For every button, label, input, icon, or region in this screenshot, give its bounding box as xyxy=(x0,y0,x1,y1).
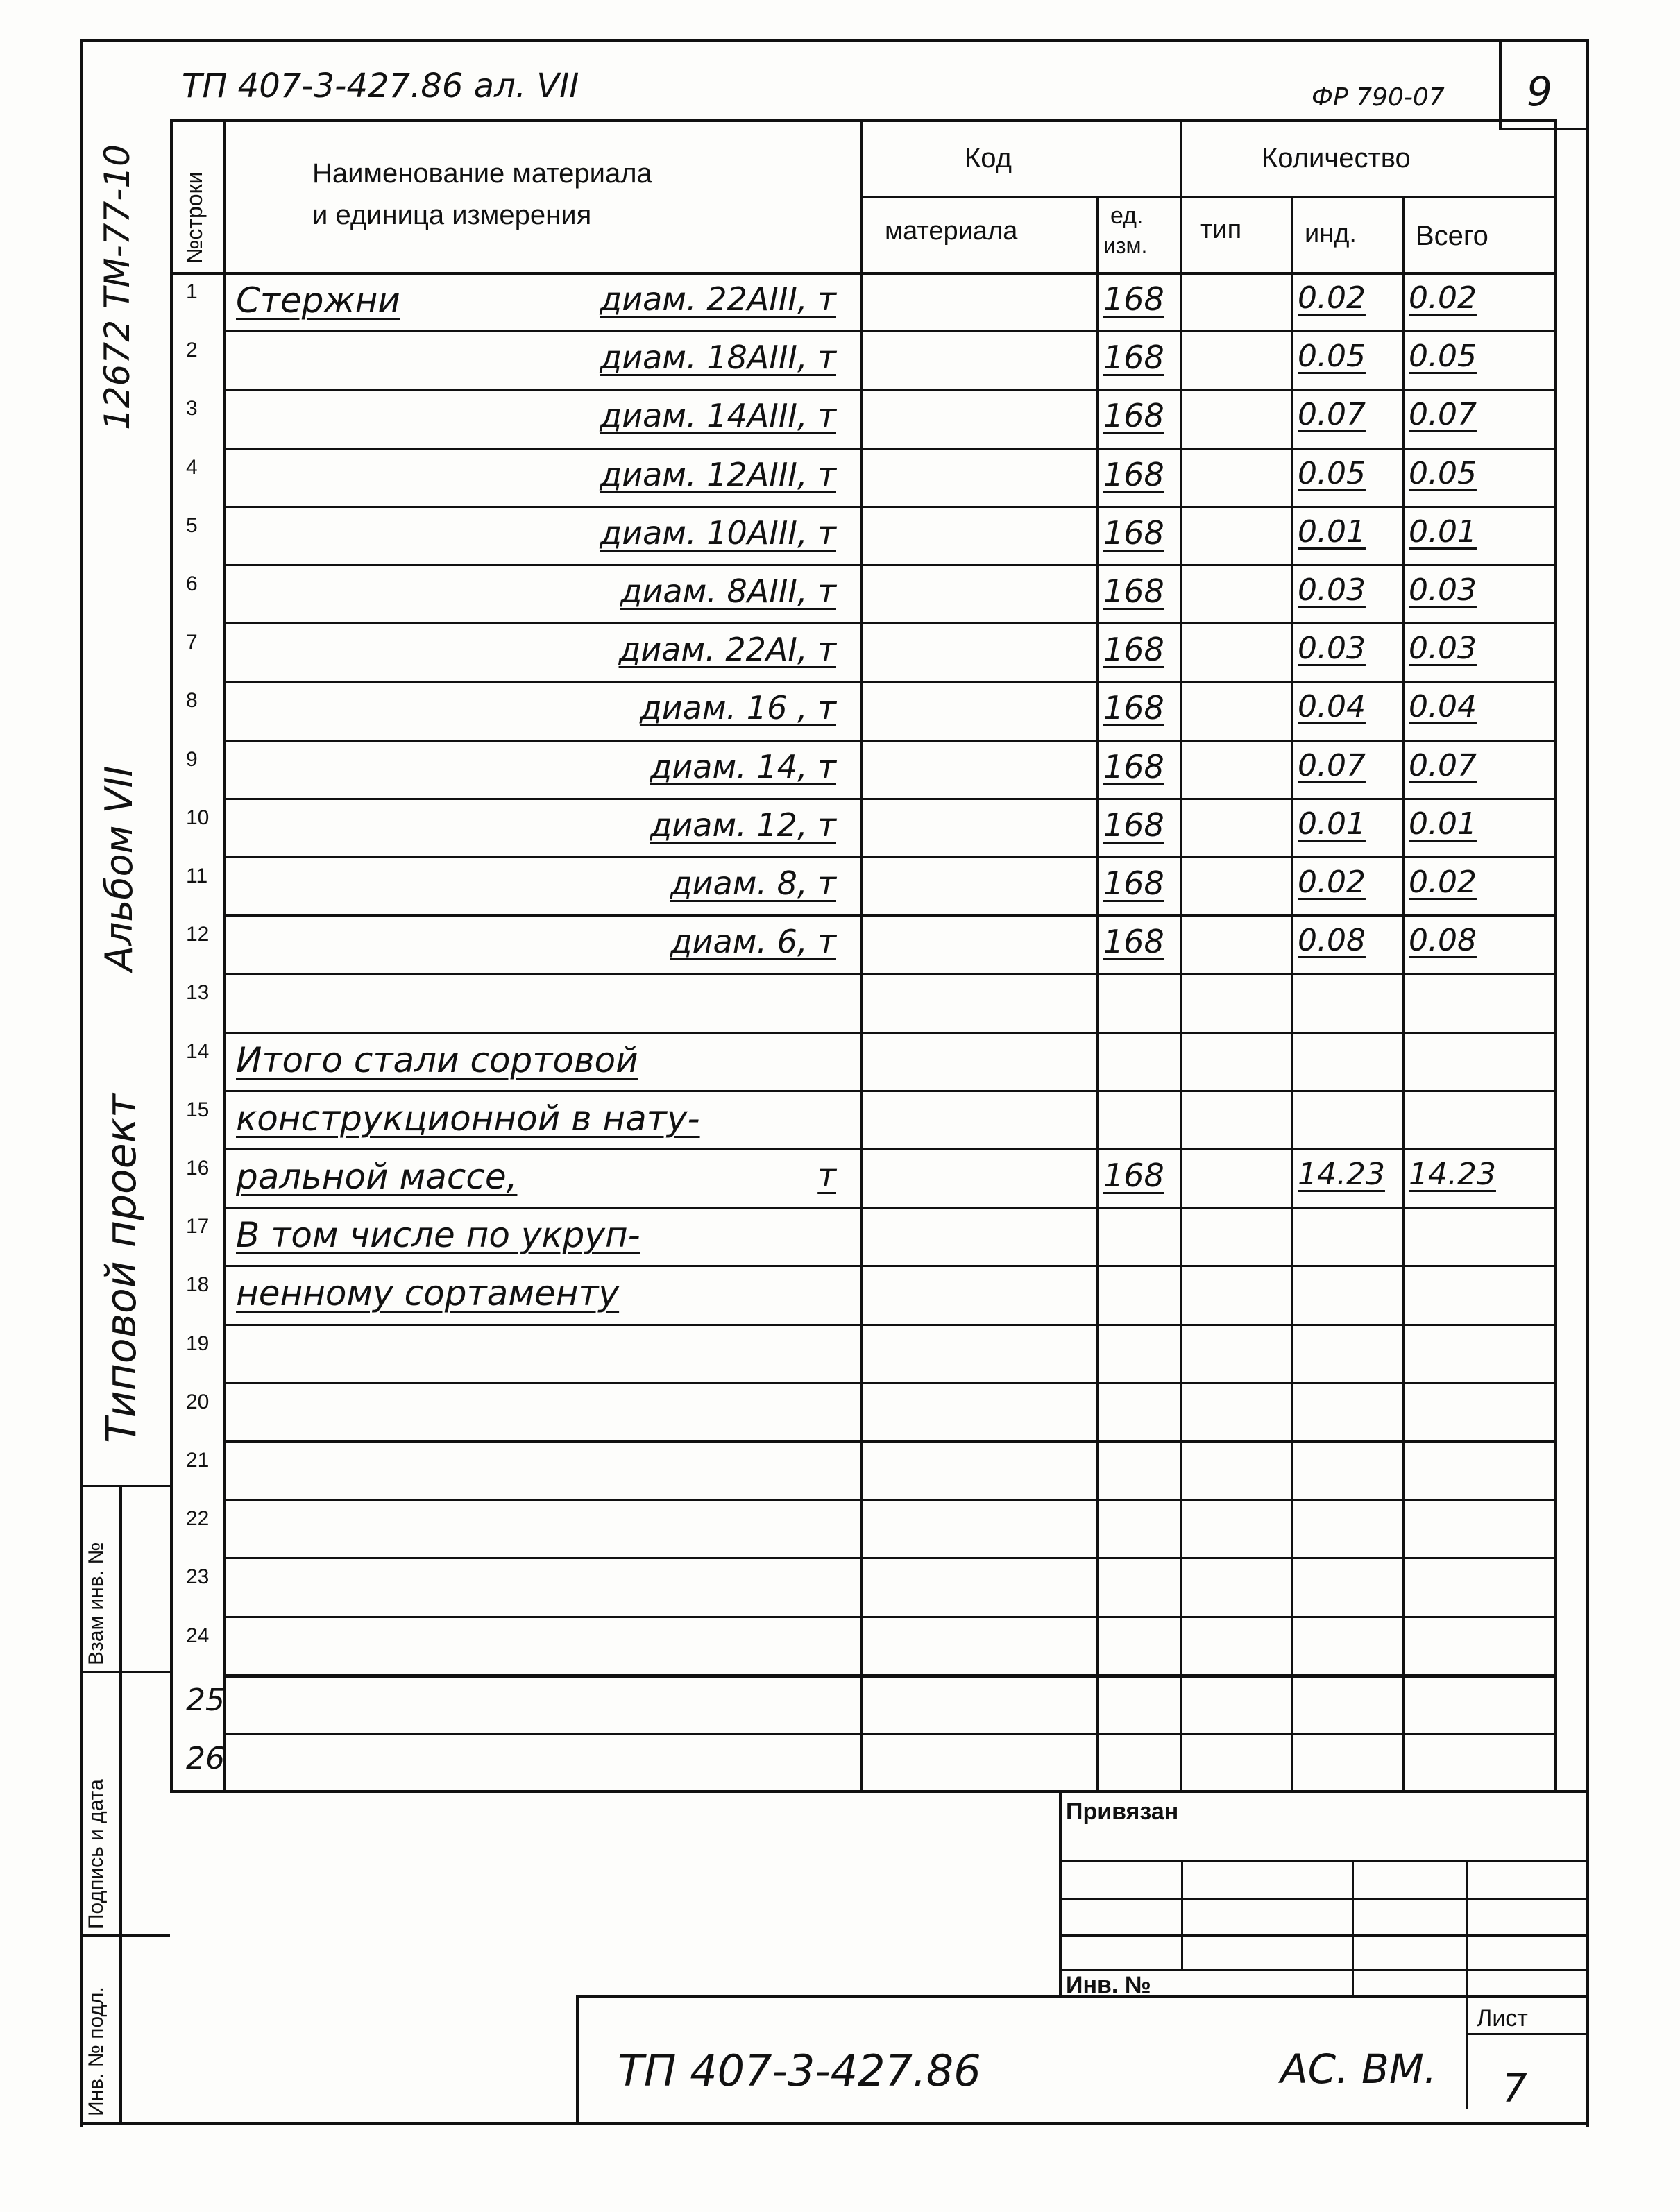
row-line xyxy=(223,622,1554,624)
row-qty-total: 0.01 xyxy=(1409,513,1477,550)
row-name-right: диам. 8АIII, т xyxy=(620,572,836,610)
row-line xyxy=(223,1733,1554,1735)
row-line xyxy=(223,856,1554,858)
row-unit-code: 168 xyxy=(1103,923,1164,961)
row-qty-total: 0.05 xyxy=(1409,339,1477,375)
tb-main-left xyxy=(576,1995,579,2123)
row-number: 16 xyxy=(186,1157,210,1180)
row-qty-total: 0.08 xyxy=(1409,923,1477,959)
top-sheet-number: 9 xyxy=(1527,68,1552,115)
header-name-line1: Наименование материала xyxy=(312,158,652,189)
row-line xyxy=(223,1440,1554,1443)
row-unit-code: 168 xyxy=(1103,572,1164,610)
sheet-box-bottom xyxy=(1499,128,1588,130)
row-name-left: Стержни xyxy=(236,280,400,321)
row-unit-code: 168 xyxy=(1103,280,1164,318)
row-number: 3 xyxy=(186,397,198,420)
row-number: 19 xyxy=(186,1332,210,1355)
row-number: 26 xyxy=(186,1741,225,1776)
tb-inv-label: Инв. № xyxy=(1066,1972,1151,1998)
row-qty-ind: 0.02 xyxy=(1298,865,1366,900)
row-unit-code: 168 xyxy=(1103,689,1164,727)
row-line xyxy=(223,1674,1554,1678)
stamp-replaced-inv: Взам инв. № xyxy=(85,1542,108,1665)
row-line xyxy=(223,448,1554,450)
row-name-left: Итого стали сортовой xyxy=(236,1039,638,1080)
row-unit-code: 168 xyxy=(1103,513,1164,552)
row-qty-total: 0.01 xyxy=(1409,806,1477,842)
row-number: 6 xyxy=(186,572,198,595)
row-number: 21 xyxy=(186,1449,210,1472)
tb-top xyxy=(170,1790,1589,1793)
row-line xyxy=(223,1616,1554,1618)
tb-r2 xyxy=(1059,1898,1589,1900)
album-label: Альбом VII xyxy=(97,765,141,971)
row-line xyxy=(223,1265,1554,1267)
row-qty-ind: 0.08 xyxy=(1298,923,1366,959)
stamp-div-1 xyxy=(80,1485,170,1487)
row-unit-code: 168 xyxy=(1103,1157,1164,1194)
row-name-right: диам. 18АIII, т xyxy=(600,339,836,377)
row-qty-total: 0.03 xyxy=(1409,631,1477,667)
row-number: 15 xyxy=(186,1098,210,1121)
stamp-col-left xyxy=(80,1485,83,2123)
row-number: 14 xyxy=(186,1039,210,1063)
row-line xyxy=(223,1499,1554,1501)
form-code: ФР 790-07 xyxy=(1312,83,1445,112)
row-qty-ind: 0.05 xyxy=(1298,339,1366,375)
row-name-left: конструкционной в нату- xyxy=(236,1098,700,1139)
row-line xyxy=(223,1207,1554,1209)
col-typ xyxy=(1180,119,1182,1791)
row-qty-total: 0.07 xyxy=(1409,397,1477,433)
header-q-total: Всего xyxy=(1416,221,1488,251)
doc-reference: ТП 407-3-427.86 ал. VII xyxy=(182,67,579,105)
row-name-left: В том числе по укруп- xyxy=(236,1215,640,1256)
row-number: 22 xyxy=(186,1507,210,1531)
row-unit-code: 168 xyxy=(1103,747,1164,785)
row-line xyxy=(223,914,1554,917)
col-left xyxy=(170,119,173,1790)
row-qty-ind: 0.01 xyxy=(1298,806,1366,842)
row-number: 10 xyxy=(186,806,210,829)
row-name-right: диам. 22АI, т xyxy=(618,631,836,669)
header-code-unit-2: изм. xyxy=(1103,233,1148,258)
row-qty-total: 0.07 xyxy=(1409,747,1477,783)
row-number: 8 xyxy=(186,689,198,713)
row-name-right: диам. 14, т xyxy=(650,747,836,785)
row-line xyxy=(223,1032,1554,1034)
tb-attached-left xyxy=(1059,1790,1062,1998)
archive-number: 12672 ТМ-77-10 xyxy=(97,144,137,430)
frame-top xyxy=(80,39,1586,42)
row-qty-total: 0.02 xyxy=(1409,865,1477,900)
row-number: 18 xyxy=(186,1273,210,1297)
row-line xyxy=(223,1557,1554,1559)
stamp-sign-date: Подпись и дата xyxy=(85,1779,108,1929)
row-number: 2 xyxy=(186,339,198,362)
row-number: 5 xyxy=(186,513,198,537)
tb-r1 xyxy=(1059,1860,1589,1862)
row-name-right: диам. 6, т xyxy=(670,923,836,961)
row-number: 7 xyxy=(186,631,198,654)
project-label: Типовой проект xyxy=(97,1094,146,1443)
row-line xyxy=(223,1090,1554,1092)
row-line xyxy=(223,1324,1554,1326)
row-number: 20 xyxy=(186,1390,210,1413)
header-q-ind: инд. xyxy=(1305,219,1357,248)
col-tot xyxy=(1402,196,1405,1791)
row-qty-ind: 14.23 xyxy=(1298,1157,1385,1192)
tb-sheet-label: Лист xyxy=(1477,2005,1528,2032)
header-code-material: материала xyxy=(885,216,1018,246)
header-code-unit-1: ед. xyxy=(1110,203,1144,229)
row-line xyxy=(223,798,1554,800)
row-name-right: диам. 14АIII, т xyxy=(600,397,836,435)
header-q-type: тип xyxy=(1200,215,1242,244)
row-number: 4 xyxy=(186,455,198,479)
stamp-div-3 xyxy=(80,1934,170,1937)
row-qty-total: 0.02 xyxy=(1409,280,1477,316)
row-qty-ind: 0.04 xyxy=(1298,689,1366,725)
row-name-left: ненному сортаменту xyxy=(236,1273,620,1314)
row-unit-code: 168 xyxy=(1103,339,1164,377)
row-qty-total: 14.23 xyxy=(1409,1157,1496,1192)
row-qty-ind: 0.03 xyxy=(1298,631,1366,667)
row-line xyxy=(223,973,1554,975)
header-mid xyxy=(860,196,1554,198)
row-number: 23 xyxy=(186,1565,210,1589)
tb-sheet-number: 7 xyxy=(1502,2066,1527,2111)
row-number: 13 xyxy=(186,981,210,1005)
stamp-orig-inv: Инв. № подл. xyxy=(85,1986,108,2116)
header-name-line2: и единица измерения xyxy=(312,200,592,230)
sheet-box-left xyxy=(1499,39,1502,129)
row-name-right: диам. 8, т xyxy=(670,865,836,902)
row-line xyxy=(223,506,1554,508)
row-name-right: диам. 16 , т xyxy=(639,689,836,727)
row-number: 1 xyxy=(186,280,198,303)
row-name-right: диам. 10АIII, т xyxy=(600,513,836,552)
row-number: 12 xyxy=(186,923,210,946)
stamp-div-2 xyxy=(80,1671,170,1673)
row-name-right: диам. 12, т xyxy=(650,806,836,844)
row-qty-ind: 0.03 xyxy=(1298,572,1366,608)
row-qty-ind: 0.07 xyxy=(1298,747,1366,783)
row-name-right: т xyxy=(817,1157,836,1194)
row-qty-ind: 0.07 xyxy=(1298,397,1366,433)
tb-bottom xyxy=(80,2122,1589,2125)
col-name xyxy=(860,119,863,1791)
col-unit xyxy=(1096,196,1099,1791)
row-unit-code: 168 xyxy=(1103,631,1164,669)
row-unit-code: 168 xyxy=(1103,397,1164,435)
row-qty-total: 0.04 xyxy=(1409,689,1477,725)
row-line xyxy=(223,389,1554,391)
row-qty-total: 0.05 xyxy=(1409,455,1477,491)
tb-c1 xyxy=(1181,1860,1183,1971)
row-qty-ind: 0.01 xyxy=(1298,513,1366,550)
row-line xyxy=(223,1148,1554,1150)
row-number: 25 xyxy=(186,1682,225,1718)
col-num xyxy=(223,119,226,1791)
row-line xyxy=(223,1382,1554,1384)
col-ind xyxy=(1291,196,1293,1791)
row-line xyxy=(223,681,1554,683)
tb-c3 xyxy=(1466,1860,1468,2109)
row-number: 9 xyxy=(186,747,198,771)
row-name-left: ральной массе, xyxy=(236,1157,518,1197)
row-qty-ind: 0.02 xyxy=(1298,280,1366,316)
row-number: 17 xyxy=(186,1215,210,1239)
frame-right xyxy=(1586,39,1589,2127)
row-qty-ind: 0.05 xyxy=(1298,455,1366,491)
row-qty-total: 0.03 xyxy=(1409,572,1477,608)
tb-designation: ТП 407-3-427.86 xyxy=(618,2045,981,2096)
row-number: 24 xyxy=(186,1624,210,1647)
row-name-right: диам. 22АIII, т xyxy=(600,280,836,318)
row-unit-code: 168 xyxy=(1103,455,1164,493)
row-line xyxy=(223,330,1554,332)
header-row-number: №строки xyxy=(182,171,207,264)
row-number: 11 xyxy=(186,865,208,887)
row-line xyxy=(223,564,1554,566)
header-code: Код xyxy=(965,143,1012,173)
stamp-col-mid xyxy=(119,1485,122,2123)
tb-c2 xyxy=(1352,1860,1354,1998)
tb-r4 xyxy=(1059,1969,1589,1971)
row-unit-code: 168 xyxy=(1103,865,1164,902)
col-right xyxy=(1554,119,1557,1791)
tb-attached-label: Привязан xyxy=(1066,1798,1179,1825)
header-quantity: Количество xyxy=(1262,143,1411,173)
tb-mark: АС. ВМ. xyxy=(1280,2045,1437,2093)
row-unit-code: 168 xyxy=(1103,806,1164,844)
row-line xyxy=(223,740,1554,742)
tb-sheet-div xyxy=(1466,2033,1589,2035)
tb-r3 xyxy=(1059,1934,1589,1937)
row-name-right: диам. 12АIII, т xyxy=(600,455,836,493)
